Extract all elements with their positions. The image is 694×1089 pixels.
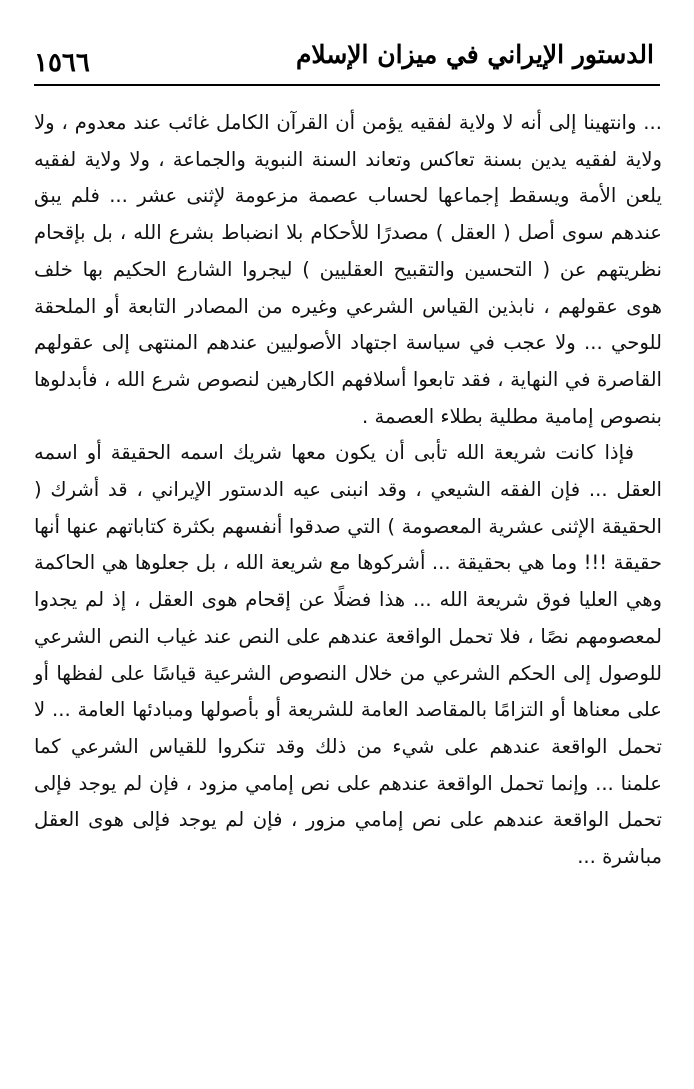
header-rule: [34, 84, 660, 86]
paragraph-1: ... وانتهينا إلى أنه لا ولاية لفقيه يؤمن أن القرآن الكامل غائب عند معدوم ، ولا ولاية لفقيه يدين بسنة تعاكس وتعاند السنة النبوية والجماعة ، ولا ولاية لفقيه يلعن الأمة ويسقط إجماعها لحساب عصمة مزعومة لإثنى عشر ... فلم يبق عندهم سوى أصل ( العقل ) مصدرًا للأحكام بلا انضباط بشرع الله ، بل بإقحام نظريتهم عن ( التحسين والتقبيح العقليين ) ليجروا الشارع الحكيم بها خلف هوى عقولهم ، نابذين القياس الشرعي وغيره من المصادر التابعة أو الملحقة للوحي ... ولا عجب في سياسة اجتهاد الأصوليين عندهم المنتهى إلى عقولهم القاصرة في النهاية ، فقد تابعوا أسلافهم الكارهين لنصوص شرع الله ، فأبدلوها بنصوص إمامية مطلية بطلاء العصمة .: [34, 111, 662, 428]
body-text: [34, 105, 662, 876]
running-title: الدستور الإيراني في ميزان الإسلام: [295, 40, 654, 69]
paragraph-2: فإذا كانت شريعة الله تأبى أن يكون معها شريك اسمه الحقيقة أو اسمه العقل ... فإن الفقه الشيعي ، وقد انبنى عيه الدستور الإيراني ، قد أشرك ( الحقيقة الإثنى عشرية المعصومة ) التي صدقوا أنفسهم بكثرة كتاباتهم عنها أنها حقيقة !!! وما هي بحقيقة ... أشركوها مع شريعة الله ، بل جعلوها هي الحاكمة وهي العليا فوق شريعة الله ... هذا فضلًا عن إقحام هوى العقل ، إذ لم يجدوا لمعصومهم نصًا ، فلا تحمل الواقعة عندهم على النص عند غياب النص الشرعي للوصول إلى الحكم الشرعي من خلال النصوص الشرعية قياسًا على لفظها أو على معناها أو التزامًا بالمقاصد العامة للشريعة أو بأصولها ومبادئها العامة ... لا تحمل الواقعة عندهم على شيء من ذلك وقد تنكروا للقياس الشرعي كما علمنا ... وإنما تحمل الواقعة عندهم على نص إمامي مزود ، فإن لم يوجد فإلى تحمل الواقعة عندهم على نص إمامي مزور ، فإن لم يوجد فإلى هوى العقل مباشرة ...: [34, 441, 662, 869]
page-number: ١٥٦٦: [34, 48, 90, 78]
page-header: [34, 40, 660, 86]
